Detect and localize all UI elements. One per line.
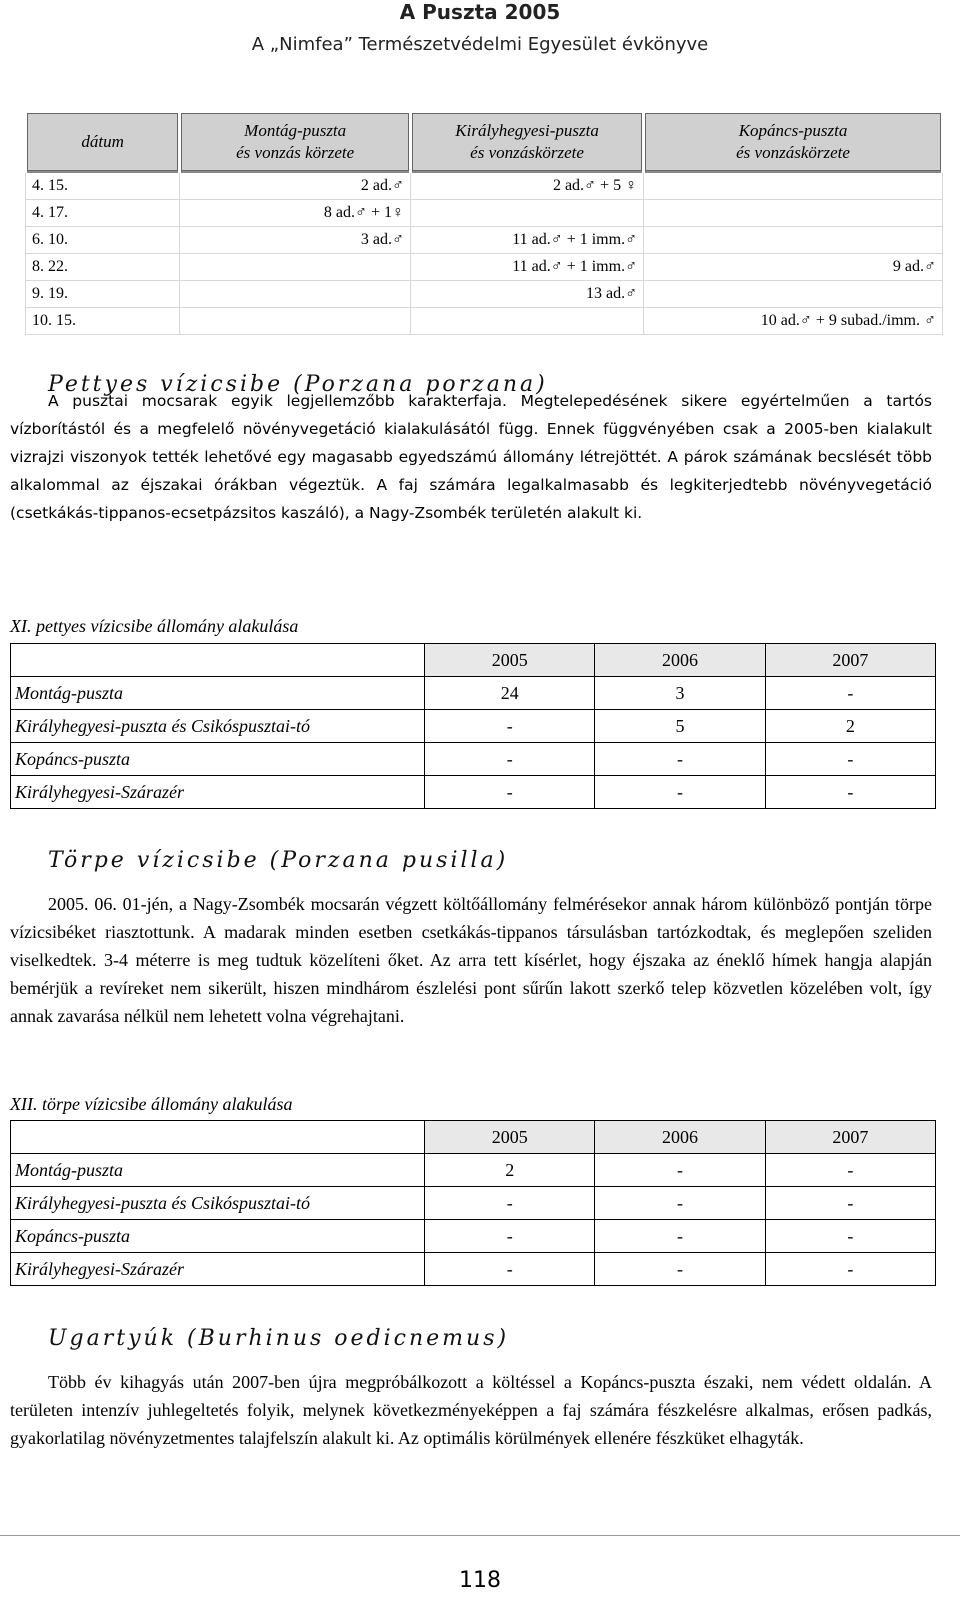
species-heading-porzana-porzana: Pettyes vízicsibe (Porzana porzana): [48, 372, 548, 397]
table-cell: 3 ad.♂: [180, 227, 411, 254]
table-cell: 24: [425, 677, 595, 710]
table-caption-xii: XII. törpe vízicsibe állomány alakulása: [10, 1094, 293, 1114]
header-kiraly-line2: és vonzáskörzete: [470, 143, 584, 162]
table-cell: -: [595, 1220, 765, 1253]
table-cell: 6. 10.: [26, 227, 180, 254]
table-cell: -: [425, 776, 595, 809]
table-cell: [180, 254, 411, 281]
table-cell: -: [425, 743, 595, 776]
header-montag-line2: és vonzás körzete: [236, 143, 355, 162]
table-header-row: [11, 1121, 936, 1154]
table-header-blank: [11, 644, 425, 677]
header-montag: [180, 112, 411, 173]
table-cell: 4. 15.: [26, 172, 180, 200]
table-header-blank: [11, 1121, 425, 1154]
table-cell: -: [425, 1220, 595, 1253]
observation-table-header: [26, 112, 943, 173]
table-cell: 8. 22.: [26, 254, 180, 281]
table-cell: -: [765, 677, 935, 710]
row-label: Kopáncs-puszta: [11, 1220, 425, 1253]
header-date: [26, 112, 180, 173]
year-header: 2007: [765, 644, 935, 677]
table-cell: -: [595, 1253, 765, 1286]
header-kopancs-line2: és vonzáskörzete: [736, 143, 850, 162]
population-table-xii: [10, 1120, 936, 1286]
table-row: [11, 710, 936, 743]
table-cell: 11 ad.♂ + 1 imm.♂: [411, 227, 644, 254]
species-heading-burhinus-oedicnemus: Ugartyúk (Burhinus oedicnemus): [48, 1326, 510, 1351]
table-row: [11, 1154, 936, 1187]
table-row: [11, 776, 936, 809]
table-cell: [644, 200, 943, 227]
row-label: Kopáncs-puszta: [11, 743, 425, 776]
table-cell: -: [595, 1187, 765, 1220]
table-row: [26, 172, 943, 200]
table-row: [26, 308, 943, 335]
table-row: [11, 1253, 936, 1286]
table-cell: [644, 227, 943, 254]
table-row: [26, 200, 943, 227]
year-header: 2005: [425, 1121, 595, 1154]
table-cell: 9. 19.: [26, 281, 180, 308]
header-date-text: dátum: [81, 132, 124, 151]
table-cell: 10. 15.: [26, 308, 180, 335]
table-cell: -: [595, 776, 765, 809]
row-label: Királyhegyesi-puszta és Csikóspusztai-tó: [11, 710, 425, 743]
header-montag-line1: Montág-puszta: [244, 121, 347, 140]
species-paragraph-porzana-pusilla: 2005. 06. 01-jén, a Nagy-Zsombék mocsarán végzett költőállomány felmérésekor annak három különböző pontján törpe vízicsibéket riasztottunk. A madarak minden esetben csetkákás-tippanos társulásban tartózkodtak, és meglepően szeliden viselkedtek. 3-4 méterre is meg tudtuk közelíteni őket. Az arra tett kísérlet, hogy éjszaka az éneklő hímek hangja alapján bemérjük a revíreket nem sikerült, hiszen mindhárom észlelési pont sűrűn lakott szerkő telep közvetlen közelében volt, így annak zavarása nélkül nem lehetett volna végrehajtani.: [10, 894, 932, 1026]
table-cell: -: [425, 1187, 595, 1220]
table-cell: 11 ad.♂ + 1 imm.♂: [411, 254, 644, 281]
table-cell: [644, 172, 943, 200]
year-header: 2005: [425, 644, 595, 677]
species-heading-porzana-pusilla: Törpe vízicsibe (Porzana pusilla): [48, 848, 509, 873]
table-row: [11, 677, 936, 710]
year-header: 2006: [595, 644, 765, 677]
species-paragraph-porzana-porzana: A pusztai mocsarak egyik legjellemzőbb karakterfaja. Megtelepedésének sikere egyértelműen a tartós vízborítástól és a megfelelő növényvegetáció kialakulásától függ. Ennek függvényében csak a 2005-ben kialakult vizrajzi viszonyok tették lehetővé egy magasabb egyedszámú állomány létrejöttét. A párok számának becslését több alkalommal az éjszakai órákban végeztük. A faj számára legalkalmasabb és legkiterjedtebb növényvegetáció (csetkákás-tippanos-ecsetpázsitos kaszáló), a Nagy-Zsombék területén alakult ki.: [10, 392, 932, 522]
table-cell: 10 ad.♂ + 9 subad./imm. ♂: [644, 308, 943, 335]
table-header-row: [11, 644, 936, 677]
table-cell: 2 ad.♂ + 5 ♀: [411, 172, 644, 200]
table-cell: -: [765, 743, 935, 776]
table-cell: [180, 308, 411, 335]
table-cell: [644, 281, 943, 308]
table-cell: -: [425, 710, 595, 743]
table-cell: [180, 281, 411, 308]
table-row: [26, 281, 943, 308]
table-cell: -: [595, 743, 765, 776]
population-table-xi: [10, 643, 936, 809]
header-kopancs: [644, 112, 943, 173]
header-kiraly-line1: Királyhegyesi-puszta: [455, 121, 599, 140]
running-subtitle: A „Nimfea” Természetvédelmi Egyesület évkönyve: [251, 34, 709, 55]
running-title: A Puszta 2005: [399, 0, 561, 24]
table-cell: -: [595, 1154, 765, 1187]
row-label: Királyhegyesi-puszta és Csikóspusztai-tó: [11, 1187, 425, 1220]
row-label: Királyhegyesi-Szárazér: [11, 776, 425, 809]
table-row: [11, 743, 936, 776]
table-cell: [411, 200, 644, 227]
page-number: 118: [459, 1568, 501, 1593]
table-cell: 13 ad.♂: [411, 281, 644, 308]
table-cell: -: [425, 1253, 595, 1286]
table-cell: 2 ad.♂: [180, 172, 411, 200]
year-header: 2007: [765, 1121, 935, 1154]
year-header: 2006: [595, 1121, 765, 1154]
table-row: [26, 254, 943, 281]
table-cell: -: [765, 1187, 935, 1220]
table-cell: [411, 308, 644, 335]
table-cell: 9 ad.♂: [644, 254, 943, 281]
table-row: [11, 1187, 936, 1220]
row-label: Királyhegyesi-Szárazér: [11, 1253, 425, 1286]
table-cell: 5: [595, 710, 765, 743]
row-label: Montág-puszta: [11, 677, 425, 710]
table-cell: 2: [425, 1154, 595, 1187]
table-caption-xi: XI. pettyes vízicsibe állomány alakulása: [10, 616, 299, 636]
table-row: [26, 227, 943, 254]
table-cell: 8 ad.♂ + 1♀: [180, 200, 411, 227]
header-kopancs-line1: Kopáncs-puszta: [738, 121, 848, 140]
table-cell: -: [765, 776, 935, 809]
header-kiralyhegyesi: [411, 112, 644, 173]
table-cell: -: [765, 1220, 935, 1253]
table-cell: 3: [595, 677, 765, 710]
table-cell: -: [765, 1154, 935, 1187]
species-paragraph-burhinus-oedicnemus: Több év kihagyás után 2007-ben újra megpróbálkozott a költéssel a Kopáncs-puszta északi, nem védett oldalán. A területen intenzív juhlegeltetés folyik, melynek következményeképpen a faj számára fészkelésre alkalmas, erősen padkás, gyakorlatilag növényzetmentes talajfelszín alakult ki. Az optimális körülmények ellenére fészküket elhagyták.: [10, 1372, 932, 1448]
table-cell: -: [765, 1253, 935, 1286]
table-row: [11, 1220, 936, 1253]
row-label: Montág-puszta: [11, 1154, 425, 1187]
observation-table: [24, 110, 944, 335]
table-cell: 2: [765, 710, 935, 743]
footer-rule: [0, 1535, 960, 1536]
table-cell: 4. 17.: [26, 200, 180, 227]
